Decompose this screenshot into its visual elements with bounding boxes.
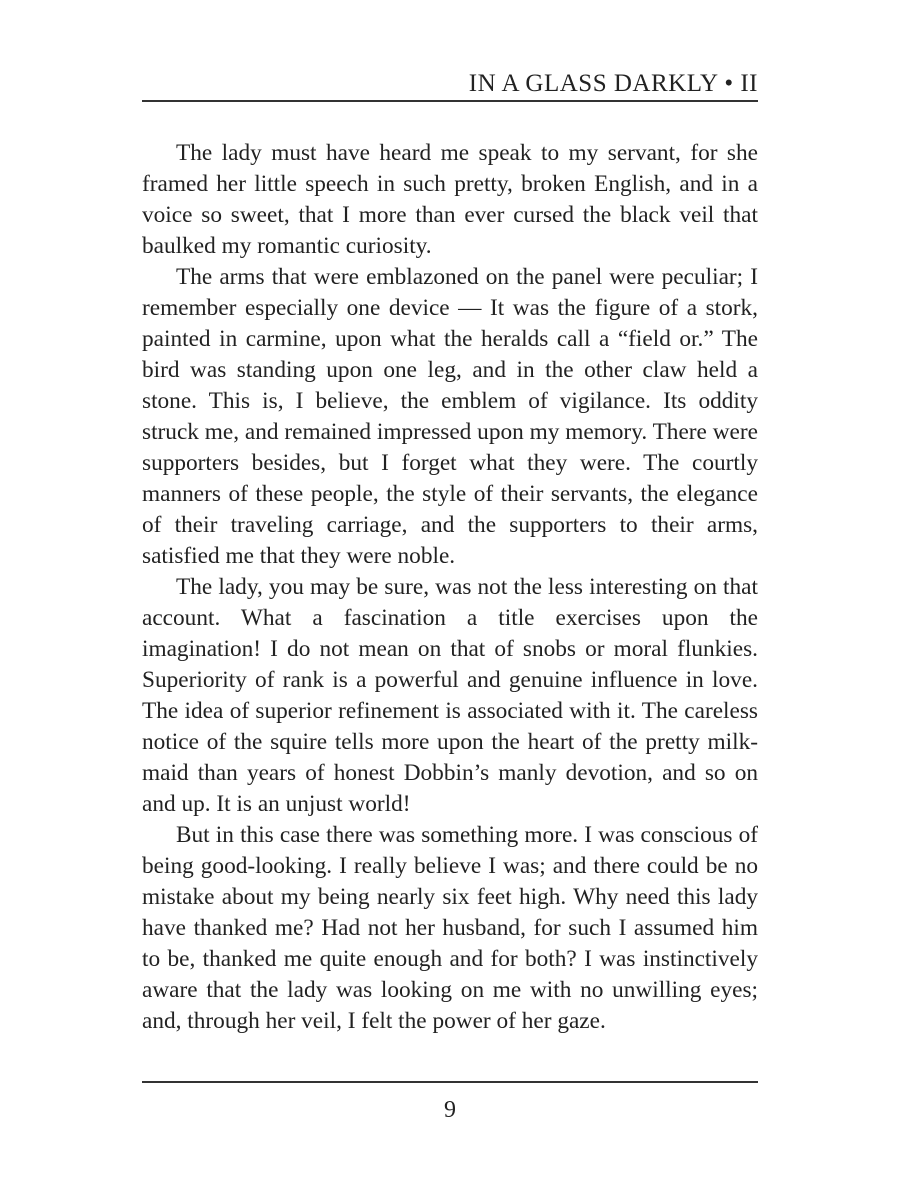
running-header: IN A GLASS DARKLY • II [468, 70, 758, 97]
paragraph: The arms that were emblazoned on the panel were peculiar; I remember especially one device — It was the figure of a stork, painted in carmine, upon what the heralds call a “field or.” The bird was standing upon one leg, and in the other claw held a stone. This is, I believe, the emblem of vigilance. Its oddity struck me, and remained impressed upon my memory. There were supporters besides, but I forget what they were. The courtly manners of these people, the style of their servants, the elegance of their traveling carriage, and the supporters to their arms, satisfied me that they were noble. [142, 264, 758, 569]
page-number: 9 [444, 1097, 456, 1123]
paragraph: But in this case there was something more. I was conscious of being good-looking. I really believe I was; and there could be no mistake about my being nearly six feet high. Why need this lady have thanked me? Had not her husband, for such I assumed him to be, thanked me quite enough and for both? I was instinctively aware that the lady was looking on me with no unwilling eyes; and, through her veil, I felt the power of her gaze. [142, 822, 758, 1034]
paragraph: The lady must have heard me speak to my servant, for she framed her little speech in such pretty, broken English, and in a voice so sweet, that I more than ever cursed the black veil that baulked my romantic curiosity. [142, 140, 758, 259]
body-text [142, 138, 758, 1037]
footer-rule [142, 1081, 758, 1083]
header-rule [142, 100, 758, 102]
paragraph: The lady, you may be sure, was not the less interesting on that account. What a fascination a title exercises upon the imagination! I do not mean on that of snobs or moral flunkies. Superiority of rank is a powerful and genuine influence in love. The idea of superior refinement is associated with it. The careless notice of the squire tells more upon the heart of the pretty milk-maid than years of honest Dobbin’s manly devotion, and so on and up. It is an unjust world! [142, 574, 758, 817]
